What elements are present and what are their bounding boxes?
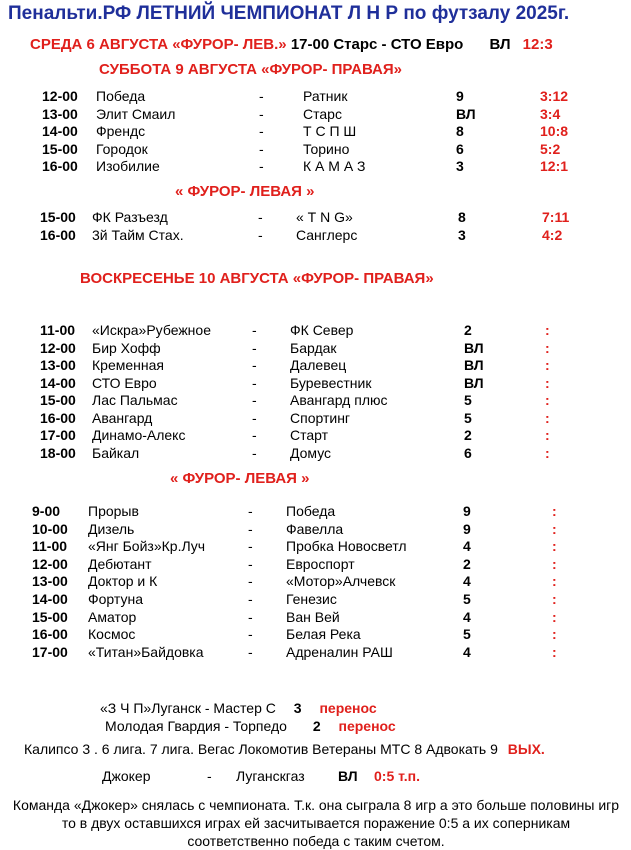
round-number: 3 — [458, 226, 466, 243]
match-row — [0, 609, 631, 626]
round-number: 9 — [463, 520, 471, 537]
vs-dash: - — [259, 123, 264, 140]
home-team: Аматор — [88, 608, 137, 625]
match-time: 15-00 — [32, 608, 68, 625]
match-row — [0, 644, 631, 661]
match-score: : — [552, 608, 557, 625]
round-number: 5 — [464, 392, 472, 408]
match-time: 12-00 — [42, 88, 78, 104]
round-number: 3 — [456, 158, 464, 175]
away-team: Генезис — [286, 591, 337, 607]
match-time: 13-00 — [32, 573, 68, 590]
vs-dash: - — [248, 520, 253, 537]
match-time: 13-00 — [42, 105, 78, 122]
vs-dash: - — [252, 409, 257, 426]
round-number: 6 — [464, 444, 472, 461]
vs-dash: - — [248, 555, 253, 572]
footnote: Команда «Джокер» снялась с чемпионата. Т.к. она сыграла 8 игр а это больше половины игр то в двух оставшихся играх ей засчитывается поражение 0:5 а их соперникам соответственно победа с таким счетом. — [12, 797, 620, 849]
home-team: Лас Пальмас — [92, 392, 178, 408]
saturday-header: СУББОТА 9 АВГУСТА «ФУРОР- ПРАВАЯ» — [99, 61, 402, 78]
wednesday-line — [30, 36, 553, 53]
wednesday-score: 12:3 — [522, 36, 553, 53]
round-number: 2 — [464, 427, 472, 443]
match-score: 7:11 — [542, 209, 570, 225]
vs-dash: - — [252, 339, 257, 356]
postponed-match: Молодая Гвардия - Торпедо — [105, 718, 287, 734]
match-score: : — [545, 427, 550, 443]
vs-dash: - — [259, 158, 264, 175]
match-time: 15-00 — [42, 140, 78, 157]
match-score: : — [552, 538, 557, 555]
home-team: Френдс — [96, 123, 146, 140]
match-time: 16-00 — [32, 626, 68, 643]
match-score: : — [552, 643, 557, 660]
home-team: ФК Разъезд — [92, 209, 168, 225]
home-team: СТО Евро — [92, 374, 157, 391]
away-team: Белая Река — [286, 626, 361, 643]
match-time: 17-00 — [40, 427, 76, 443]
vs-dash: - — [252, 427, 257, 443]
match-time: 12-00 — [32, 555, 68, 572]
vs-dash: - — [259, 88, 264, 104]
match-time: 16-00 — [40, 409, 76, 426]
match-time: 15-00 — [40, 209, 76, 225]
match-row — [0, 322, 631, 339]
away-team: Старт — [290, 427, 329, 443]
match-row — [0, 106, 631, 123]
match-time: 14-00 — [42, 123, 78, 140]
away-team: Далевец — [290, 357, 347, 373]
round-number: 4 — [463, 573, 471, 590]
match-score: : — [545, 392, 550, 408]
home-team: Дизель — [88, 520, 135, 537]
home-team: Дебютант — [88, 555, 152, 572]
match-score: : — [552, 573, 557, 590]
match-row — [0, 556, 631, 573]
round-number: 6 — [456, 140, 464, 157]
vs-dash: - — [259, 105, 264, 122]
home-team: Фортуна — [88, 591, 143, 607]
postponed-status: перенос — [338, 718, 396, 734]
match-score: 3:4 — [540, 105, 561, 122]
away-team: Адреналин РАШ — [286, 643, 393, 660]
away-team: Ван Вей — [286, 608, 340, 625]
round-number: 2 — [463, 555, 471, 572]
round-number: 9 — [463, 503, 471, 519]
match-score: : — [545, 409, 550, 426]
postponed-row-2 — [105, 718, 396, 734]
match-score: 3:12 — [540, 88, 569, 104]
match-time: 18-00 — [40, 444, 76, 461]
match-row — [0, 375, 631, 392]
away-team: « Т N G» — [296, 209, 353, 225]
match-row — [0, 591, 631, 608]
saturday-left-header: « ФУРОР- ЛЕВАЯ » — [175, 183, 315, 200]
vs-dash: - — [248, 608, 253, 625]
home-team: «Искра»Рубежное — [92, 322, 211, 338]
vs-dash: - — [252, 322, 257, 338]
match-time: 11-00 — [40, 322, 76, 338]
postponed-row-1 — [100, 700, 377, 716]
joker-home: Джокер — [102, 768, 151, 784]
match-score: : — [545, 444, 550, 461]
match-row — [0, 503, 631, 520]
match-time: 13-00 — [40, 357, 76, 373]
match-score: : — [545, 322, 550, 338]
round-number: 4 — [463, 608, 471, 625]
match-time: 14-00 — [40, 374, 76, 391]
postponed-status: перенос — [319, 700, 377, 716]
vs-dash: - — [252, 357, 257, 373]
match-score: : — [552, 503, 557, 519]
round-number: ВЛ — [464, 357, 484, 373]
match-score: 4:2 — [542, 226, 563, 243]
away-team: Авангард плюс — [290, 392, 388, 408]
postponed-match: «З Ч П»Луганск - Мастер С — [100, 700, 276, 716]
match-time: 10-00 — [32, 520, 68, 537]
away-team: Старс — [303, 105, 342, 122]
match-score: : — [552, 591, 557, 607]
round-number: 9 — [456, 88, 464, 104]
round-number: ВЛ — [464, 339, 484, 356]
byes-line — [24, 741, 545, 757]
joker-dash: - — [207, 768, 212, 784]
match-score: : — [545, 339, 550, 356]
wednesday-num: ВЛ — [489, 36, 511, 53]
byes-status: ВЫХ. — [507, 741, 545, 757]
vs-dash: - — [252, 444, 257, 461]
vs-dash: - — [258, 209, 263, 225]
match-score: 5:2 — [540, 140, 561, 157]
home-team: 3й Тайм Стах. — [92, 226, 184, 243]
round-number: 5 — [463, 626, 471, 643]
away-team: Евроспорт — [286, 555, 355, 572]
joker-away: Луганскгаз — [236, 768, 305, 784]
vs-dash: - — [248, 503, 253, 519]
home-team: Изобилие — [96, 158, 160, 175]
away-team: К А М А З — [303, 158, 366, 175]
joker-score: 0:5 т.п. — [374, 768, 420, 784]
wednesday-day: СРЕДА 6 АВГУСТА «ФУРОР- ЛЕВ.» — [30, 36, 287, 53]
round-number: 5 — [464, 409, 472, 426]
vs-dash: - — [248, 538, 253, 555]
match-row — [0, 521, 631, 538]
vs-dash: - — [252, 392, 257, 408]
match-time: 16-00 — [40, 226, 76, 243]
match-time: 16-00 — [42, 158, 78, 175]
match-row — [0, 209, 631, 226]
joker-row — [102, 768, 522, 786]
vs-dash: - — [258, 226, 263, 243]
match-time: 17-00 — [32, 643, 68, 660]
home-team: Элит Смаил — [96, 105, 176, 122]
home-team: Космос — [88, 626, 136, 643]
match-score: : — [545, 374, 550, 391]
match-row — [0, 573, 631, 590]
away-team: Т С П Ш — [303, 123, 357, 140]
vs-dash: - — [252, 374, 257, 391]
home-team: Доктор и К — [88, 573, 158, 590]
match-row — [0, 392, 631, 409]
home-team: Байкал — [92, 444, 140, 461]
away-team: Победа — [286, 503, 336, 519]
away-team: Буревестник — [290, 374, 372, 391]
match-row — [0, 340, 631, 357]
vs-dash: - — [248, 626, 253, 643]
byes-text: Калипсо 3 . 6 лига. 7 лига. Вегас Локомотив Ветераны МТС 8 Адвокать 9 — [24, 741, 498, 757]
away-team: Пробка Новосветл — [286, 538, 407, 555]
home-team: Бир Хофф — [92, 339, 161, 356]
match-row — [0, 538, 631, 555]
wednesday-match: 17-00 Старс - СТО Евро — [290, 36, 464, 53]
home-team: Победа — [96, 88, 146, 104]
sunday-header: ВОСКРЕСЕНЬЕ 10 АВГУСТА «ФУРОР- ПРАВАЯ» — [80, 270, 434, 287]
match-time: 9-00 — [32, 503, 61, 519]
vs-dash: - — [248, 591, 253, 607]
round-number: ВЛ — [456, 105, 476, 122]
match-row — [0, 141, 631, 158]
round-number: 8 — [456, 123, 464, 140]
joker-num: ВЛ — [338, 768, 358, 784]
match-score: : — [545, 357, 550, 373]
vs-dash: - — [248, 643, 253, 660]
vs-dash: - — [248, 573, 253, 590]
match-row — [0, 88, 631, 105]
match-row — [0, 227, 631, 244]
away-team: «Мотор»Алчевск — [286, 573, 396, 590]
match-score: : — [552, 626, 557, 643]
match-time: 14-00 — [32, 591, 68, 607]
match-time: 11-00 — [32, 538, 68, 555]
home-team: Авангард — [92, 409, 153, 426]
match-time: 15-00 — [40, 392, 76, 408]
away-team: Санглерс — [296, 226, 358, 243]
match-row — [0, 427, 631, 444]
match-score: : — [552, 520, 557, 537]
round-number: 5 — [463, 591, 471, 607]
round-number: 2 — [464, 322, 472, 338]
match-row — [0, 445, 631, 462]
round-number: 4 — [463, 643, 471, 660]
match-row — [0, 626, 631, 643]
away-team: Фавелла — [286, 520, 344, 537]
away-team: Домус — [290, 444, 332, 461]
away-team: Торино — [303, 140, 350, 157]
match-row — [0, 158, 631, 175]
match-score: : — [552, 555, 557, 572]
home-team: «Янг Бойз»Кр.Луч — [88, 538, 206, 555]
home-team: Кременная — [92, 357, 164, 373]
postponed-num: 3 — [293, 700, 302, 716]
away-team: ФК Север — [290, 322, 354, 338]
home-team: Городок — [96, 140, 148, 157]
match-score: 10:8 — [540, 123, 569, 140]
home-team: Динамо-Алекс — [92, 427, 186, 443]
postponed-num: 2 — [312, 718, 321, 734]
away-team: Ратник — [303, 88, 348, 104]
match-row — [0, 357, 631, 374]
match-row — [0, 123, 631, 140]
match-time: 12-00 — [40, 339, 76, 356]
round-number: 8 — [458, 209, 466, 225]
away-team: Бардак — [290, 339, 337, 356]
home-team: Прорыв — [88, 503, 139, 519]
vs-dash: - — [259, 140, 264, 157]
match-score: 12:1 — [540, 158, 569, 175]
home-team: «Титан»Байдовка — [88, 643, 204, 660]
sunday-left-header: « ФУРОР- ЛЕВАЯ » — [170, 470, 310, 487]
page-title: Пенальти.РФ ЛЕТНИЙ ЧЕМПИОНАТ Л Н Р по футзалу 2025г. — [8, 3, 570, 24]
round-number: ВЛ — [464, 374, 484, 391]
away-team: Спортинг — [290, 409, 351, 426]
round-number: 4 — [463, 538, 471, 555]
match-row — [0, 410, 631, 427]
